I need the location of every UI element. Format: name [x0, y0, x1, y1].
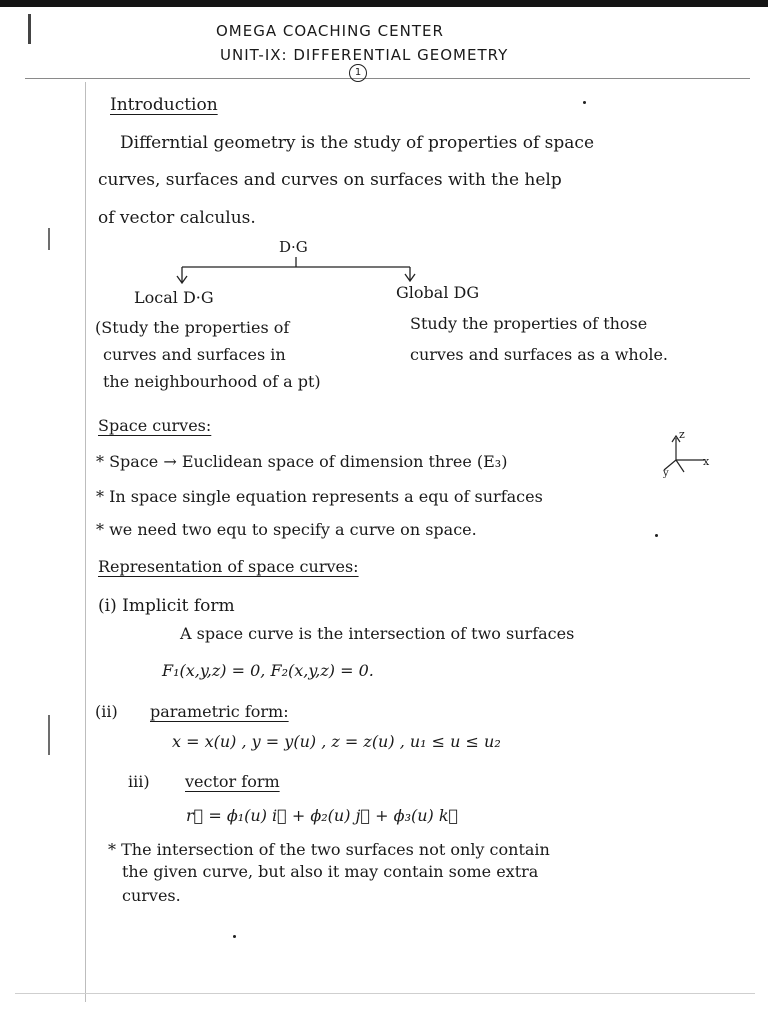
axis-y-label: y	[663, 468, 669, 479]
implicit-equation: F₁(x,y,z) = 0, F₂(x,y,z) = 0.	[162, 661, 374, 680]
page-bottom-edge	[15, 993, 755, 994]
parametric-form-label: parametric form:	[150, 702, 289, 721]
local-dg-desc-2: curves and surfaces in	[103, 345, 286, 364]
intro-line-3: of vector calculus.	[98, 208, 256, 228]
space-curves-heading: Space curves:	[98, 416, 212, 435]
parametric-number: (ii)	[95, 702, 118, 721]
global-dg-title: Global DG	[396, 283, 480, 302]
header-rule	[25, 78, 750, 79]
margin-mark	[48, 715, 50, 755]
unit-title: UNIT-IX: DIFFERENTIAL GEOMETRY	[220, 46, 509, 64]
intro-line-2: curves, surfaces and curves on surfaces with the help	[98, 170, 562, 190]
global-dg-desc-2: curves and surfaces as a whole.	[410, 345, 669, 364]
vector-form-label: vector form	[185, 772, 280, 791]
intro-line-1: Differntial geometry is the study of properties of space	[120, 133, 595, 153]
margin-rule	[85, 82, 86, 1002]
local-dg-desc-1: (Study the properties of	[95, 318, 290, 337]
note-line-1: * The intersection of the two surfaces not only contain	[108, 840, 550, 859]
representation-heading: Representation of space curves:	[98, 557, 359, 576]
tree-root: D·G	[279, 238, 308, 256]
axis-z-label: z	[679, 428, 685, 441]
scan-top-edge	[0, 0, 768, 7]
note-line-2: the given curve, but also it may contain some extra	[122, 862, 539, 881]
margin-mark	[48, 228, 50, 250]
parametric-equation: x = x(u) , y = y(u) , z = z(u) , u₁ ≤ u ≤ u₂	[172, 732, 501, 751]
ink-dot	[655, 534, 658, 537]
implicit-form-label: (i) Implicit form	[98, 596, 235, 616]
space-bullet-2: * In space single equation represents a equ of surfaces	[96, 487, 543, 506]
ink-dot	[583, 101, 586, 104]
vector-number: iii)	[128, 772, 150, 791]
space-bullet-1: * Space → Euclidean space of dimension three (E₃)	[96, 452, 508, 471]
center-name: OMEGA COACHING CENTER	[216, 22, 444, 40]
tree-branch-lines	[170, 255, 430, 287]
vector-equation: r⃗ = ϕ₁(u) i⃗ + ϕ₂(u) j⃗ + ϕ₃(u) k⃗	[186, 806, 459, 825]
axis-x-label: x	[703, 455, 710, 468]
note-line-3: curves.	[122, 886, 181, 905]
global-dg-desc-1: Study the properties of those	[410, 314, 648, 333]
local-dg-desc-3: the neighbourhood of a pt)	[103, 372, 321, 391]
local-dg-title: Local D·G	[134, 288, 214, 307]
ink-dot	[233, 935, 236, 938]
scan-mark	[28, 14, 31, 44]
space-bullet-3: * we need two equ to specify a curve on space.	[96, 520, 477, 539]
implicit-desc: A space curve is the intersection of two surfaces	[180, 624, 575, 643]
introduction-heading: Introduction	[110, 95, 218, 115]
page-number: 1	[349, 64, 367, 82]
